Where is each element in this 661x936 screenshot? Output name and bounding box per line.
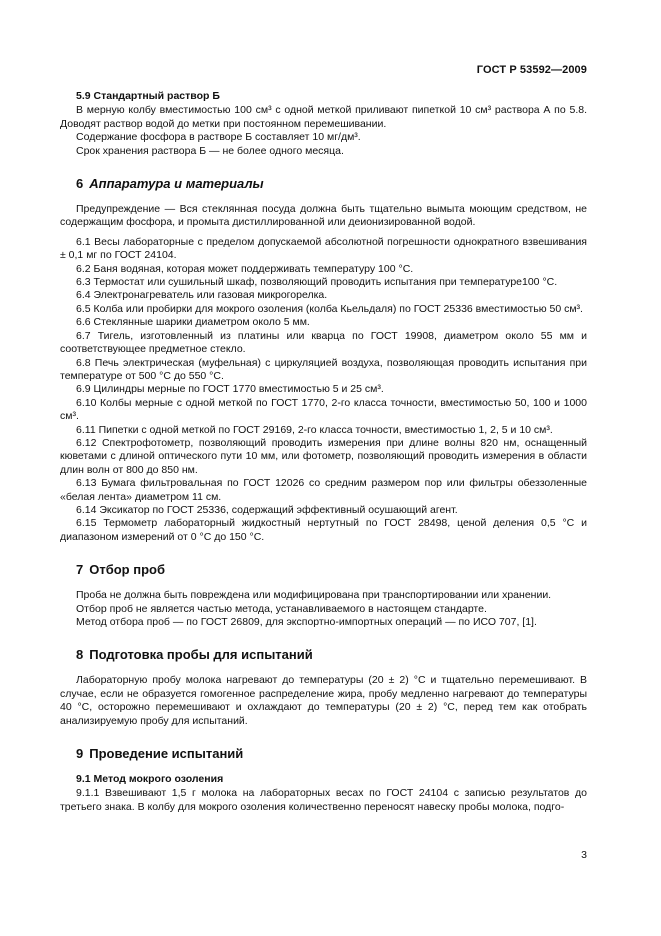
- list-item: 6.3 Термостат или сушильный шкаф, позволяющий проводить испытания при температуре100 °С.: [76, 276, 558, 289]
- list-item: 6.8 Печь электрическая (муфельная) с циркуляцией воздуха, позволяющая проводить испытания при температуре от 500 °С до 550 °С.: [60, 356, 587, 382]
- page-number: 3: [581, 849, 587, 861]
- list-item: 6.4 Электронагреватель или газовая микрогорелка.: [76, 289, 328, 302]
- document-id: ГОСТ Р 53592—2009: [476, 64, 587, 76]
- subsection-heading-5-9: 5.9 Стандартный раствор Б: [76, 90, 220, 102]
- equipment-list: [60, 236, 587, 544]
- list-item: 6.6 Стеклянные шарики диаметром около 5 мм.: [76, 316, 310, 329]
- section-heading-9: 9 Проведение испытаний: [76, 746, 244, 762]
- list-item: 6.9 Цилиндры мерные по ГОСТ 1770 вместимостью 5 и 25 см³.: [76, 383, 384, 396]
- paragraph: Проба не должна быть повреждена или модифицирована при транспортировании или хранении.: [76, 589, 552, 602]
- list-item: 6.2 Баня водяная, которая может поддерживать температуру 100 °С.: [76, 262, 414, 275]
- list-item: 6.11 Пипетки с одной меткой по ГОСТ 29169, 2-го класса точности, вместимостью 1, 2, 5 и 10 см³.: [76, 423, 553, 436]
- list-item: 6.5 Колба или пробирки для мокрого озоления (колба Кьельдаля) по ГОСТ 25336 вместимостью 50 см³.: [76, 302, 583, 315]
- paragraph: Лабораторную пробу молока нагревают до температуры (20 ± 2) °С и тщательно перемешивают. В случае, если не образуется гомогенное распределение жира, пробу медленно нагревают до температуры 40 °С, осторожно перемешивают и охлаждают до температуры (20 ± 2) °С, перед тем как отобрать анализируемую пробу для испытаний.: [60, 674, 587, 727]
- page-content: [60, 90, 587, 814]
- list-item: 6.10 Колбы мерные с одной меткой по ГОСТ 1770, 2-го класса точности, вместимостью 50, 100 и 1000 см³.: [60, 396, 587, 423]
- paragraph: Отбор проб не является частью метода, устанавливаемого в настоящем стандарте.: [76, 602, 487, 615]
- list-item: 6.15 Термометр лабораторный жидкостный нертутный по ГОСТ 28498, ценой деления 0,5 °С и диапазоном измерений от 0 °С до 150 °С.: [60, 517, 587, 543]
- section-heading-7: 7 Отбор проб: [76, 562, 165, 578]
- warning-note: Предупреждение — Вся стеклянная посуда должна быть тщательно вымыта моющим средством, не содержащим фосфора, и промыта дистиллированной или деионизированной водой.: [60, 203, 587, 229]
- paragraph: В мерную колбу вместимостью 100 см³ с одной меткой приливают пипеткой 10 см³ раствора А по 5.8. Доводят раствор водой до метки при постоянном перемешивании.: [60, 104, 587, 130]
- paragraph: Срок хранения раствора Б — не более одного месяца.: [76, 144, 344, 157]
- subsection-heading-9-1: 9.1 Метод мокрого озоления: [76, 773, 224, 786]
- list-item: 6.1 Весы лабораторные с пределом допускаемой абсолютной погрешности однократного взвешивания ± 0,1 мг по ГОСТ 24104.: [60, 235, 587, 262]
- list-item: 6.12 Спектрофотометр, позволяющий проводить измерения при длине волны 820 нм, оснащенный кюветами с длиной оптического пути 10 мм, или фотометр, позволяющий проводить измерения в области длин волн от 800 до 850 нм.: [60, 436, 587, 476]
- paragraph: Содержание фосфора в растворе Б составляет 10 мг/дм³.: [76, 131, 361, 144]
- section-heading-8: 8 Подготовка пробы для испытаний: [76, 647, 313, 663]
- list-item: 6.14 Эксикатор по ГОСТ 25336, содержащий эффективный осушающий агент.: [76, 503, 458, 516]
- paragraph: 9.1.1 Взвешивают 1,5 г молока на лабораторных весах по ГОСТ 24104 с записью результатов до третьего знака. В колбу для мокрого озоления количественно переносят навеску пробы молока, подго-: [60, 787, 587, 813]
- list-item: 6.7 Тигель, изготовленный из платины или кварца по ГОСТ 19908, диаметром около 55 мм и соответствующее предметное стекло.: [60, 329, 587, 356]
- list-item: 6.13 Бумага фильтровальная по ГОСТ 12026 со средним размером пор или фильтры обеззоленные «белая лента» диаметром 11 см.: [60, 477, 587, 503]
- paragraph: Метод отбора проб — по ГОСТ 26809, для экспортно-импортных операций — по ИСО 707, [1].: [76, 616, 537, 628]
- section-heading-6: 6 Аппаратура и материалы: [76, 176, 264, 192]
